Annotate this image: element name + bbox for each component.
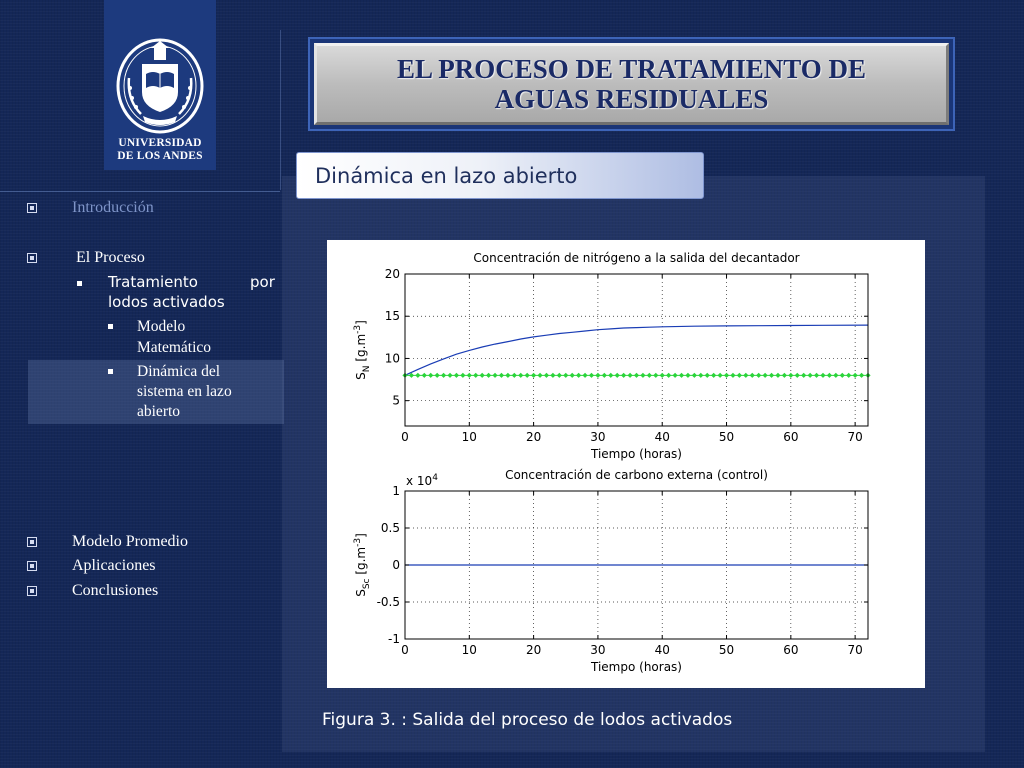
y-tick-label: 10 bbox=[384, 351, 400, 366]
x-tick-label: 10 bbox=[461, 643, 477, 657]
logo-name-line1: UNIVERSIDAD bbox=[118, 137, 202, 149]
sub-bullet-icon bbox=[77, 281, 82, 286]
slide-title-line1: EL PROCESO DE TRATAMIENTO DE bbox=[396, 54, 867, 84]
slide-title-line2: AGUAS RESIDUALES bbox=[494, 84, 769, 114]
nav-item-modelo-promedio[interactable]: Modelo Promedio bbox=[72, 533, 188, 550]
nav-subitem-dinamica-line3: abierto bbox=[137, 403, 181, 420]
y-tick-label: 20 bbox=[384, 267, 400, 281]
x-tick-label: 70 bbox=[847, 643, 863, 657]
nav-bullet-icon bbox=[27, 203, 37, 213]
section-subtitle bbox=[296, 152, 704, 199]
sub-sub-bullet-icon bbox=[108, 324, 113, 329]
nav-bullet-icon bbox=[27, 537, 37, 547]
figure bbox=[327, 240, 925, 688]
x-tick-label: 60 bbox=[783, 430, 799, 444]
chart-title-2: Concentración de carbono externa (control) bbox=[505, 468, 768, 482]
horizontal-divider bbox=[0, 191, 280, 192]
plot-area-1 bbox=[405, 274, 868, 426]
nav-subitem-tratamiento-por: por bbox=[250, 273, 275, 291]
nav-bullet-icon bbox=[27, 253, 37, 263]
x-tick-label: 20 bbox=[525, 430, 542, 444]
y-tick-label: 1 bbox=[392, 484, 400, 498]
y-tick-label: 5 bbox=[392, 393, 400, 408]
x-tick-label: 30 bbox=[590, 643, 606, 657]
figure-caption: Figura 3. : Salida del proceso de lodos activados bbox=[322, 710, 733, 730]
x-tick-label: 0 bbox=[401, 430, 409, 444]
x-tick-label: 50 bbox=[718, 430, 735, 444]
chart-title-1: Concentración de nitrógeno a la salida del decantador bbox=[473, 251, 800, 265]
nav-subitem-modelo[interactable]: Modelo bbox=[137, 318, 186, 335]
y-tick-label: -1 bbox=[388, 632, 400, 646]
nav-bullet-icon bbox=[27, 561, 37, 571]
y-tick-label: 0.5 bbox=[380, 521, 400, 535]
nav-bullet-icon bbox=[27, 586, 37, 596]
nav-subitem-tratamiento[interactable]: Tratamiento bbox=[108, 273, 198, 291]
nav-subitem-modelo-line2: Matemático bbox=[137, 339, 212, 356]
logo-name-line2: DE LOS ANDES bbox=[117, 150, 203, 162]
x-tick-label: 10 bbox=[461, 430, 477, 444]
x-tick-label: 0 bbox=[401, 643, 409, 657]
x-tick-label: 40 bbox=[654, 430, 670, 444]
x-axis-label-1: Tiempo (horas) bbox=[591, 447, 682, 461]
slide-title-frame bbox=[308, 37, 955, 131]
x-tick-label: 60 bbox=[783, 643, 799, 657]
x-tick-label: 20 bbox=[525, 643, 542, 657]
university-seal-icon bbox=[115, 38, 205, 134]
y-tick-label: -0.5 bbox=[376, 595, 400, 609]
nav-subitem-tratamiento-line2: lodos activados bbox=[108, 293, 225, 311]
y-tick-label: 0 bbox=[392, 558, 400, 572]
y-axis-label-2: $S_{Sc}$ $[g.m^{-3}]$ bbox=[353, 533, 372, 597]
y-exponent-label: x $10^4$ bbox=[406, 473, 438, 488]
nav-subitem-dinamica[interactable]: Dinámica del bbox=[137, 363, 221, 380]
x-tick-label: 70 bbox=[847, 430, 863, 444]
slide-title bbox=[314, 43, 949, 125]
x-axis-label-2: Tiempo (horas) bbox=[591, 660, 682, 674]
nav-item-el-proceso[interactable]: El Proceso bbox=[76, 249, 145, 266]
nav-item-aplicaciones[interactable]: Aplicaciones bbox=[72, 557, 156, 574]
university-logo bbox=[104, 0, 216, 170]
vertical-divider bbox=[280, 30, 281, 190]
sub-sub-bullet-icon bbox=[108, 369, 113, 374]
nav-item-introduccion[interactable]: Introducción bbox=[72, 199, 154, 216]
figure-charts bbox=[327, 240, 925, 688]
section-subtitle-text: Dinámica en lazo abierto bbox=[315, 163, 578, 188]
y-axis-label-1: $S_N$ $[g.m^{-3}]$ bbox=[353, 320, 372, 380]
x-tick-label: 50 bbox=[718, 643, 735, 657]
x-tick-label: 40 bbox=[654, 643, 670, 657]
nav-item-conclusiones[interactable]: Conclusiones bbox=[72, 582, 159, 599]
nav-subitem-dinamica-line2: sistema en lazo bbox=[137, 383, 232, 400]
x-tick-label: 30 bbox=[590, 430, 606, 444]
y-tick-label: 15 bbox=[384, 309, 400, 324]
